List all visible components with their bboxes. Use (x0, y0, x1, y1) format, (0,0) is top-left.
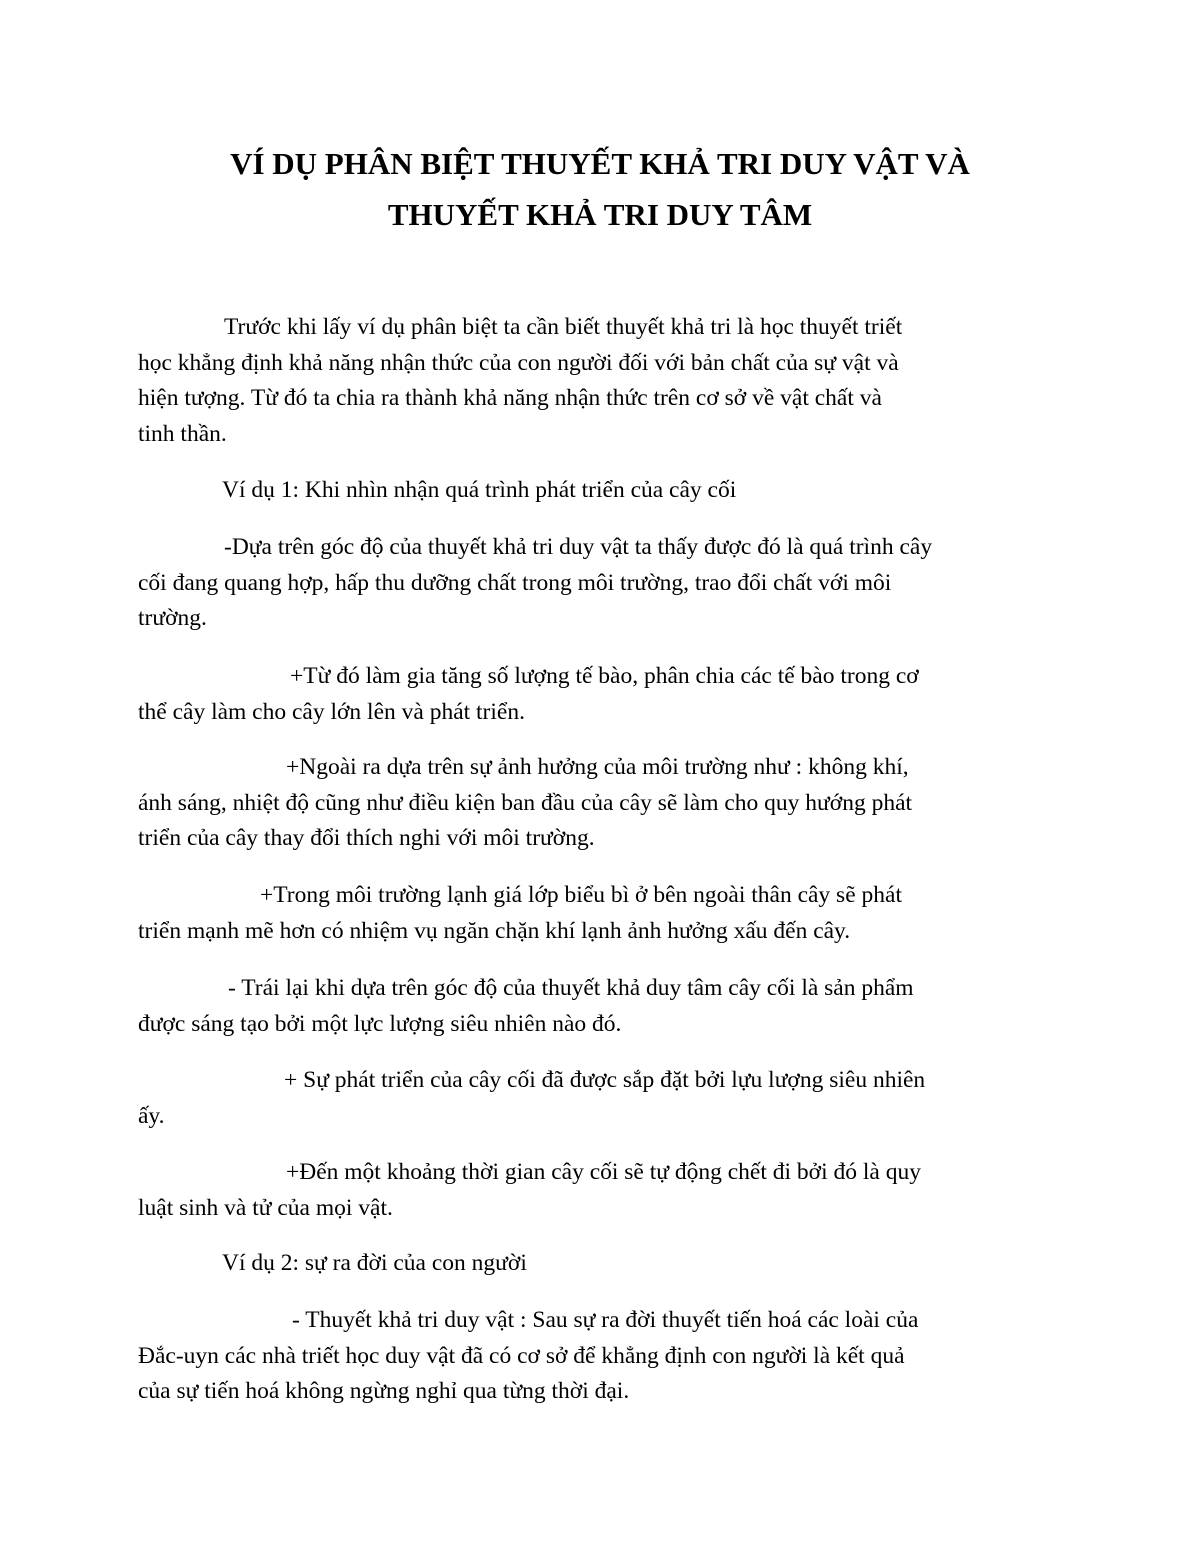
text-line: Ví dụ 1: Khi nhìn nhận quá trình phát triển của cây cối (222, 477, 737, 503)
text-line: triển mạnh mẽ hơn có nhiệm vụ ngăn chặn khí lạnh ảnh hưởng xấu đến cây. (138, 917, 851, 944)
text-line: - Thuyết khả tri duy vật : Sau sự ra đời thuyết tiến hoá các loài của (292, 1307, 919, 1333)
text-line: tinh thần. (138, 420, 227, 447)
text-line: được sáng tạo bởi một lực lượng siêu nhiên nào đó. (138, 1010, 622, 1037)
text-line: +Ngoài ra dựa trên sự ảnh hưởng của môi trường như : không khí, (286, 754, 909, 780)
text-line: +Từ đó làm gia tăng số lượng tế bào, phân chia các tế bào trong cơ (290, 663, 919, 689)
text-line: +Trong môi trường lạnh giá lớp biểu bì ở bên ngoài thân cây sẽ phát (260, 882, 902, 908)
text-line: - Trái lại khi dựa trên góc độ của thuyết khả duy tâm cây cối là sản phẩm (228, 975, 914, 1001)
example-2-heading (138, 1246, 1058, 1282)
text-line: Trước khi lấy ví dụ phân biệt ta cần biết thuyết khả tri là học thuyết triết (224, 314, 903, 340)
supernatural-arrangement-paragraph (138, 1063, 1058, 1134)
text-line: của sự tiến hoá không ngừng nghỉ qua từng thời đại. (138, 1378, 630, 1404)
materialist-view-paragraph (138, 530, 1058, 637)
text-line: Ví dụ 2: sự ra đời của con người (222, 1250, 527, 1276)
cold-environment-paragraph (138, 878, 1058, 949)
example-1-heading (138, 473, 1058, 509)
life-death-paragraph (138, 1155, 1058, 1226)
document-title (100, 138, 1100, 240)
text-line: Đắc-uyn các nhà triết học duy vật đã có cơ sở để khẳng định con người là kết quả (138, 1342, 905, 1369)
text-line: ánh sáng, nhiệt độ cũng như điều kiện ban đầu của cây sẽ làm cho quy hướng phát (138, 789, 913, 816)
intro-paragraph (138, 310, 1058, 452)
idealist-view-paragraph (138, 971, 1058, 1042)
text-line: học khẳng định khả năng nhận thức của con người đối với bản chất của sự vật và (138, 349, 899, 376)
environment-influence-paragraph (138, 750, 1058, 857)
text-line: +Đến một khoảng thời gian cây cối sẽ tự động chết đi bởi đó là quy (286, 1159, 921, 1185)
text-line: -Dựa trên góc độ của thuyết khả tri duy vật ta thấy được đó là quá trình cây (224, 534, 933, 560)
text-line: ấy. (138, 1102, 165, 1129)
text-line: trường. (138, 605, 207, 631)
cell-growth-paragraph (138, 659, 1058, 730)
text-line: cối đang quang hợp, hấp thu dưỡng chất trong môi trường, trao đổi chất với môi (138, 569, 892, 596)
title-line-1: VÍ DỤ PHÂN BIỆT THUYẾT KHẢ TRI DUY VẬT VÀ (230, 146, 970, 181)
evolution-paragraph (138, 1303, 1058, 1410)
text-line: + Sự phát triển của cây cối đã được sắp đặt bởi lựu lượng siêu nhiên (284, 1067, 926, 1093)
text-line: thể cây làm cho cây lớn lên và phát triển. (138, 698, 525, 725)
title-line-2: THUYẾT KHẢ TRI DUY TÂM (387, 197, 813, 232)
text-line: luật sinh và tử của mọi vật. (138, 1194, 393, 1221)
text-line: triển của cây thay đổi thích nghi với môi trường. (138, 825, 595, 851)
text-line: hiện tượng. Từ đó ta chia ra thành khả năng nhận thức trên cơ sở về vật chất và (138, 385, 882, 411)
